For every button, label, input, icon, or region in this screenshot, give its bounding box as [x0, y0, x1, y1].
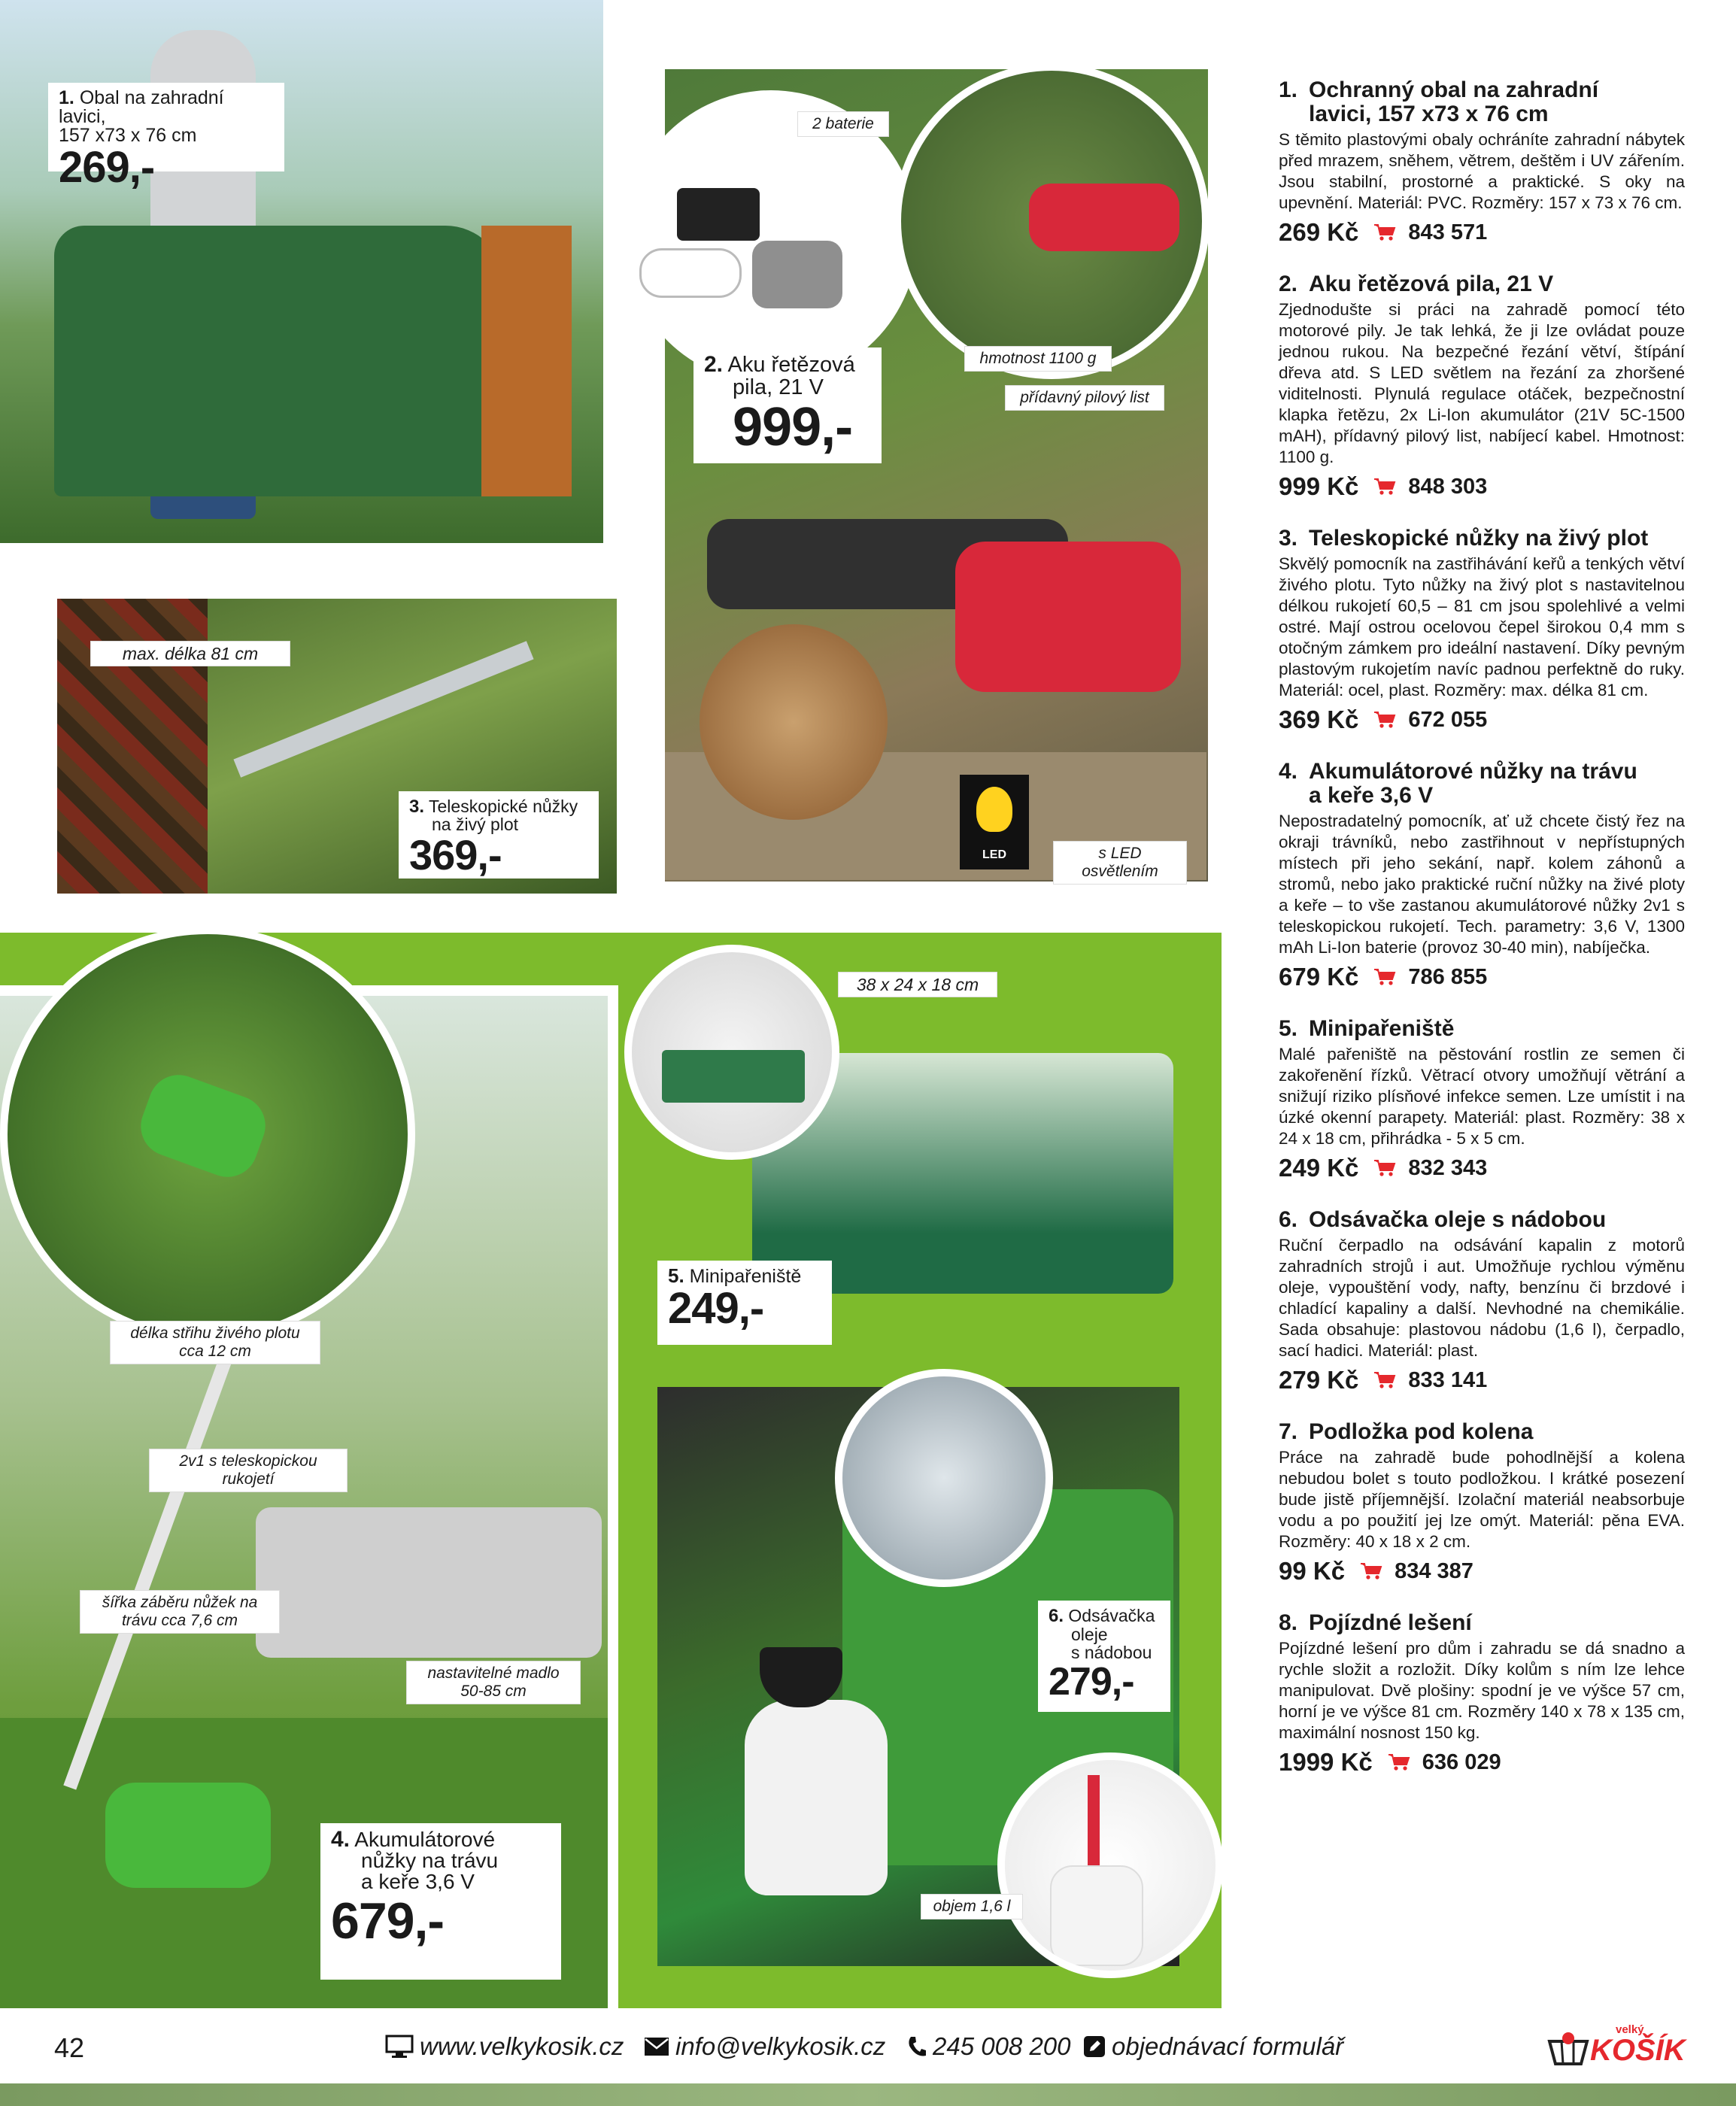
- product-title: [1279, 760, 1685, 808]
- price-box-6: 6. Odsávačka oleje s nádobou 279,-: [1038, 1601, 1170, 1712]
- tank-circle: [835, 1369, 1053, 1587]
- price-5: 249,-: [668, 1284, 764, 1333]
- bench-shape: [481, 226, 572, 496]
- product-item: [1279, 526, 1685, 734]
- photo-bench-cover: [0, 0, 603, 543]
- product-price: 1999 Kč: [1279, 1748, 1373, 1776]
- cart-icon[interactable]: [1373, 1371, 1396, 1389]
- footer-web[interactable]: www.velkykosik.cz: [385, 2032, 624, 2061]
- product-title-line1: Odsávačka oleje s nádobou: [1309, 1207, 1607, 1232]
- product-number: 1.: [1279, 77, 1298, 102]
- product-title: [1279, 1611, 1685, 1635]
- product-number: 8.: [1279, 1610, 1298, 1635]
- phone-icon: [907, 2035, 927, 2058]
- product-item: [1279, 1611, 1685, 1777]
- product-number: 5.: [1279, 1016, 1298, 1041]
- container-shape: [1050, 1865, 1143, 1966]
- product-title: [1279, 1208, 1685, 1232]
- cart-icon[interactable]: [1373, 968, 1396, 986]
- price-box-5: 5. Minipařeniště 249,-: [657, 1261, 832, 1345]
- velky-kosik-logo[interactable]: velký KOŠÍK: [1546, 2020, 1682, 2073]
- log-end-shape: [700, 624, 888, 820]
- product-price: 999 Kč: [1279, 472, 1359, 500]
- product-title: [1279, 78, 1685, 126]
- product-description: Ruční čerpadlo na odsávání kapalin z motorů zahradních strojů i aut. Umožňuje rychlou výměnu oleje, vypouštění vody, nafty, benzínu či brzdové i chladící kapaliny a další. Nevhodné na chemikálie. Sada obsahuje: plastovou nádobu (1,6 l), čerpadlo, sací hadici. Materiál: plast.: [1279, 1236, 1685, 1360]
- tag-volume: objem 1,6 l: [921, 1894, 1023, 1919]
- product-price-row: [1279, 1748, 1685, 1777]
- envelope-icon: [644, 2037, 669, 2056]
- product-price: 679 Kč: [1279, 963, 1359, 991]
- product-title-line1: Akumulátorové nůžky na trávu: [1309, 759, 1637, 784]
- price-3: 369,-: [409, 831, 502, 879]
- basket-icon: [1546, 2031, 1590, 2068]
- product-title-line1: Minipařeniště: [1309, 1016, 1455, 1041]
- price-box-2: 2. Aku řetězová pila, 21 V 999,-: [693, 347, 882, 463]
- product-number: 3.: [1279, 526, 1298, 551]
- extractor-circle: [997, 1752, 1223, 1978]
- product-title-line1: Teleskopické nůžky na živý plot: [1309, 526, 1649, 551]
- price-box-4: 4. Akumulátorové nůžky na trávu a keře 3,6 V 679,-: [320, 1823, 561, 1980]
- price-box-1: 1. Obal na zahradní lavici, 157 x73 x 76 cm 269,-: [48, 83, 284, 171]
- product-title-line1: Aku řetězová pila, 21 V: [1309, 272, 1554, 296]
- tag-blade: přídavný pilový list: [1005, 385, 1164, 411]
- product-code: 833 141: [1408, 1367, 1488, 1392]
- trimmer-shape: [105, 1783, 271, 1888]
- page-number: 42: [54, 2032, 85, 2063]
- footer-phone[interactable]: 245 008 200: [907, 2032, 1071, 2061]
- gloves-shape: [752, 241, 842, 308]
- cart-icon[interactable]: [1373, 1159, 1396, 1177]
- product-price: 249 Kč: [1279, 1154, 1359, 1182]
- product-price-row: [1279, 1366, 1685, 1394]
- product-price: 369 Kč: [1279, 706, 1359, 733]
- product-price-row: [1279, 706, 1685, 734]
- product-code: 786 855: [1408, 964, 1488, 989]
- cart-icon[interactable]: [1373, 478, 1396, 496]
- product-price-row: [1279, 963, 1685, 991]
- product-code: 843 571: [1408, 220, 1488, 244]
- product-title-line2: a keře 3,6 V: [1309, 783, 1434, 808]
- product-item: [1279, 1420, 1685, 1586]
- product-code: 672 055: [1408, 707, 1488, 732]
- bottle-shape: [745, 1700, 888, 1895]
- product-title: [1279, 1017, 1685, 1041]
- saw-detail-shape: [1029, 184, 1179, 251]
- product-item: [1279, 1208, 1685, 1394]
- product-item: [1279, 272, 1685, 501]
- cart-icon[interactable]: [1373, 711, 1396, 729]
- tag-batteries: 2 baterie: [797, 111, 889, 137]
- product-number: 7.: [1279, 1419, 1298, 1444]
- product-title-line1: Pojízdné lešení: [1309, 1610, 1472, 1635]
- battery-shape: [677, 188, 760, 241]
- product-description: Malé pařeniště na pěstování rostlin ze semen či zakořenění řízků. Větrací otvory umožňují větrání a snižují riziko plísňové infekce semen. Lze umístit i na úzké okenní parapety. Materiál: plast. Rozměry: 38 x 24 x 18 cm, přihrádka - 5 x 5 cm.: [1279, 1045, 1685, 1148]
- cart-icon[interactable]: [1388, 1753, 1410, 1771]
- product-price-row: [1279, 472, 1685, 501]
- monitor-icon: [385, 2035, 414, 2059]
- product-title: [1279, 526, 1685, 551]
- price-4: 679,-: [331, 1892, 444, 1950]
- product-item: [1279, 760, 1685, 991]
- product-title-line2: lavici, 157 x73 x 76 cm: [1309, 102, 1549, 126]
- bottom-photo-strip: [0, 2083, 1736, 2106]
- tag-width: šířka záběru nůžek na trávu cca 7,6 cm: [80, 1590, 280, 1634]
- product-title: [1279, 272, 1685, 296]
- led-label: LED: [982, 848, 1006, 861]
- footer-email[interactable]: info@velkykosik.cz: [644, 2032, 885, 2061]
- tag-handle: nastavitelné madlo 50-85 cm: [406, 1661, 581, 1704]
- product-item: [1279, 1017, 1685, 1182]
- price-2: 999,-: [733, 397, 853, 457]
- product-title-line1: Ochranný obal na zahradní: [1309, 77, 1599, 102]
- product-code: 636 029: [1422, 1749, 1501, 1774]
- product-code: 834 387: [1395, 1558, 1473, 1583]
- chainsaw-handle-shape: [955, 542, 1181, 692]
- product-price-row: [1279, 1154, 1685, 1182]
- product-code: 832 343: [1408, 1155, 1488, 1180]
- product-price: 269 Kč: [1279, 218, 1359, 246]
- product-number: 6.: [1279, 1207, 1298, 1232]
- product-description: Práce na zahradě bude pohodlnější a kolena nebudou bolet s touto podložkou. I krátké posezení bude jistě příjemnější. Izolační materiál neabsorbuje vodu a po použití jej lze omýt. Materiál: pěna EVA. Rozměry: 40 x 18 x 2 cm.: [1279, 1448, 1685, 1551]
- product-number: 2.: [1279, 272, 1298, 296]
- product-number: 4.: [1279, 759, 1298, 784]
- product-description: Nepostradatelný pomocník, ať už chcete čistý řez na okraji trávníků, nebo zastřihnout v nepřístupných místech při jeho sekání, např. kolem záhonů a stromů, nebo jako praktické ruční nůžky na živé ploty a keře – to vše zastanou akumulátorové nůžky 2v1 s teleskopickou rukojetí. Tech. parametry: 3,6 V, 1300 mAh Li-Ion baterie (provoz 30-40 min), nabíječka.: [1279, 812, 1685, 957]
- product-description: Zjednodušte si práci na zahradě pomocí této motorové pily. Je tak lehká, že ji lze ovládat pouze jednou rukou. Na bezpečné řezání větví, štípání dřeva atd. S LED světlem na řezání za zhoršené viditelnosti. Plynulá regulace otáček, bezpečnostní klapka řetězu, 2x Li-Ion akumulátor (21V 5C-1500 mAH), přídavný pilový list, nabíjecí kabel. Hmotnost: 1100 g.: [1279, 300, 1685, 466]
- tag-size: 38 x 24 x 18 cm: [838, 972, 997, 997]
- price-1: 269,-: [59, 143, 155, 192]
- form-edit-icon: [1083, 2035, 1106, 2058]
- product-description: Pojízdné lešení pro dům i zahradu se dá snadno a rychle složit a rozložit. Díky kolům s ním lze lehce manipulovat. Dvě plošiny: spodní je ve výšce 57 cm, horní je ve výšce 81 cm. Rozměry 140 x 78 x 135 cm, maximální nosnost 150 kg.: [1279, 1639, 1685, 1742]
- product-price-row: [1279, 218, 1685, 247]
- tag-2v1: 2v1 s teleskopickou rukojetí: [149, 1449, 348, 1492]
- bench-shape-2: [256, 1507, 602, 1658]
- product-item: [1279, 78, 1685, 247]
- hedge-circle: [0, 927, 415, 1342]
- hand-trimmer-shape: [132, 1067, 274, 1185]
- greenhouse-circle: [624, 945, 839, 1160]
- product-price: 99 Kč: [1279, 1557, 1346, 1585]
- price-6: 279,-: [1049, 1660, 1134, 1704]
- cart-icon[interactable]: [1373, 223, 1396, 241]
- tag-cut-length: délka střihu živého plotu cca 12 cm: [110, 1321, 320, 1364]
- saw-detail-circle: [894, 63, 1209, 379]
- product-price-row: [1279, 1557, 1685, 1586]
- tag-weight: hmotnost 1100 g: [964, 346, 1112, 372]
- price-box-3: 3. Teleskopické nůžky na živý plot 369,-: [399, 791, 599, 879]
- product-title: [1279, 1420, 1685, 1444]
- bench-cover-shape: [54, 226, 505, 496]
- product-description: Skvělý pomocník na zastřihávání keřů a tenkých větví živého plotu. Tyto nůžky na živý plot s nastavitelnou délkou rukojetí 60,5 – 81 cm jsou spolehlivé a velmi ostré. Mají ostrou ocelovou čepel širokou 0,4 mm s otočným zámkem pro ideální nastavení. Díky pevným plastovým rukojetím navíc padnou perfektně do ruky. Materiál: ocel, plast. Rozměry: max. délka 81 cm.: [1279, 554, 1685, 699]
- bulb-icon: [976, 787, 1012, 832]
- product-code: 848 303: [1408, 474, 1488, 499]
- cart-icon[interactable]: [1360, 1562, 1382, 1580]
- product-price: 279 Kč: [1279, 1366, 1359, 1394]
- glasses-shape: [639, 248, 742, 298]
- tag-led: s LED osvětlením: [1053, 841, 1187, 885]
- pump-shape: [1088, 1775, 1100, 1865]
- tray-shape: [662, 1050, 805, 1103]
- tag-max-length: max. délka 81 cm: [90, 641, 290, 666]
- product-list: [1279, 78, 1685, 1802]
- footer-order-form[interactable]: objednávací formulář: [1083, 2032, 1343, 2061]
- product-description: S těmito plastovými obaly ochráníte zahradní nábytek před mrazem, sněhem, větrem, deštěm i UV zářením. Jsou stabilní, prostorné a praktické. S oky na upevnění. Materiál: PVC. Rozměry: 157 x 73 x 76 cm.: [1279, 130, 1685, 212]
- product-title-line1: Podložka pod kolena: [1309, 1419, 1534, 1444]
